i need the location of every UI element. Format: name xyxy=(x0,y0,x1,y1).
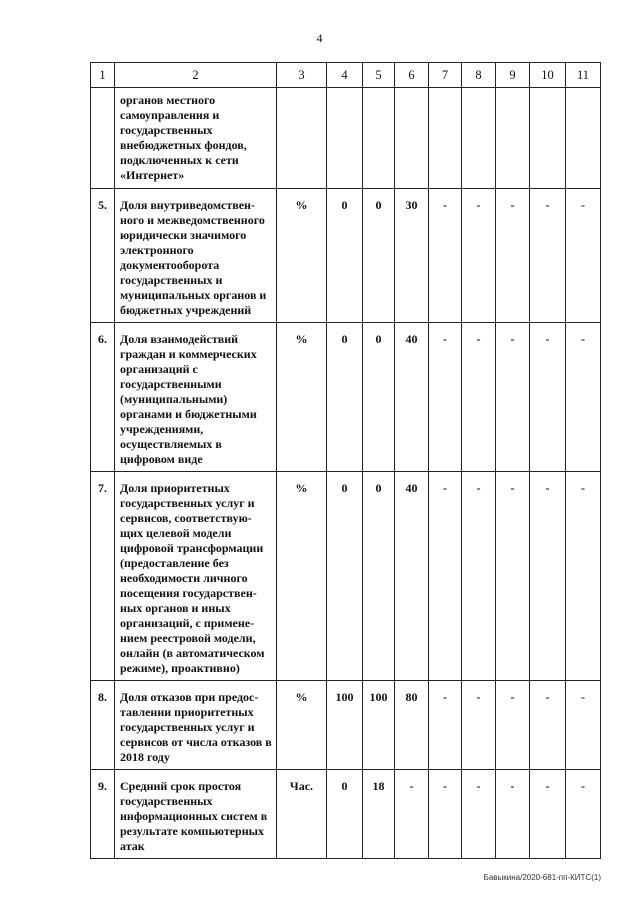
value-cell: - xyxy=(496,323,530,472)
table-row-continuation xyxy=(91,88,601,189)
header-cell: 8 xyxy=(462,63,496,88)
table-row xyxy=(91,472,601,681)
value-cell: - xyxy=(566,681,601,770)
value-cell: - xyxy=(566,323,601,472)
value-cell: - xyxy=(566,472,601,681)
value-cell: 0 xyxy=(363,323,395,472)
value-cell: 0 xyxy=(363,189,395,323)
indicator-name: Доля внутриведомствен-ного и межведомственного юридически значимого электронного документооборота государственных и муниципальных органов и бюджетных учреждений xyxy=(115,189,277,323)
row-number-cell xyxy=(91,88,115,189)
header-cell: 4 xyxy=(327,63,363,88)
row-number: 6. xyxy=(91,323,115,472)
table-row xyxy=(91,770,601,859)
value-cell: - xyxy=(429,189,462,323)
value-cell xyxy=(566,88,601,189)
value-cell: - xyxy=(429,681,462,770)
value-cell: 0 xyxy=(363,472,395,681)
value-cell: 40 xyxy=(395,323,429,472)
value-cell xyxy=(363,88,395,189)
header-cell: 10 xyxy=(530,63,566,88)
indicator-name: Средний срок простоя государственных информационных систем в результате компьютерных атак xyxy=(115,770,277,859)
row-number: 9. xyxy=(91,770,115,859)
unit-cell: % xyxy=(277,681,327,770)
value-cell: 0 xyxy=(327,189,363,323)
value-cell: - xyxy=(496,472,530,681)
document-reference: Бавыкина/2020-681-пп-КИТС(1) xyxy=(483,873,601,882)
table-row xyxy=(91,681,601,770)
value-cell: 100 xyxy=(327,681,363,770)
value-cell: - xyxy=(429,472,462,681)
indicator-name: Доля приоритетных государственных услуг и сервисов, соответствую-щих целевой модели цифровой трансформации (предоставление без необходимости личного посещения государствен-ных органов и иных организаций, с примене-нием реестровой модели, онлайн (в автоматическом режиме), проактивно) xyxy=(115,472,277,681)
value-cell: 0 xyxy=(327,770,363,859)
unit-cell: % xyxy=(277,472,327,681)
value-cell: 100 xyxy=(363,681,395,770)
indicator-name: Доля отказов при предос-тавлении приоритетных государственных услуг и сервисов от числа отказов в 2018 году xyxy=(115,681,277,770)
value-cell xyxy=(395,88,429,189)
value-cell xyxy=(530,88,566,189)
value-cell: 18 xyxy=(363,770,395,859)
value-cell xyxy=(277,88,327,189)
value-cell: - xyxy=(566,770,601,859)
value-cell xyxy=(462,88,496,189)
header-row xyxy=(91,63,601,88)
value-cell: 40 xyxy=(395,472,429,681)
page-number: 4 xyxy=(316,31,323,45)
value-cell xyxy=(429,88,462,189)
value-cell: - xyxy=(462,770,496,859)
indicators-table xyxy=(90,62,601,859)
value-cell: - xyxy=(429,770,462,859)
value-cell: - xyxy=(530,770,566,859)
value-cell: - xyxy=(496,681,530,770)
indicator-name: Доля взаимодействий граждан и коммерческих организаций с государственными (муниципальными) органами и бюджетными учреждениями, осуществляемых в цифровом виде xyxy=(115,323,277,472)
header-cell: 9 xyxy=(496,63,530,88)
value-cell: 80 xyxy=(395,681,429,770)
value-cell xyxy=(327,88,363,189)
value-cell: - xyxy=(530,189,566,323)
value-cell: 0 xyxy=(327,472,363,681)
value-cell: - xyxy=(496,189,530,323)
value-cell: - xyxy=(395,770,429,859)
value-cell: - xyxy=(462,472,496,681)
unit-cell: Час. xyxy=(277,770,327,859)
value-cell xyxy=(496,88,530,189)
value-cell: - xyxy=(462,681,496,770)
header-cell: 6 xyxy=(395,63,429,88)
value-cell: - xyxy=(530,681,566,770)
value-cell: - xyxy=(462,323,496,472)
row-number: 8. xyxy=(91,681,115,770)
row-number: 7. xyxy=(91,472,115,681)
header-cell: 11 xyxy=(566,63,601,88)
header-cell: 7 xyxy=(429,63,462,88)
value-cell: 0 xyxy=(327,323,363,472)
header-cell: 3 xyxy=(277,63,327,88)
indicator-name: органов местного самоуправления и государственных внебюджетных фондов, подключенных к сети «Интернет» xyxy=(115,88,277,189)
header-cell: 5 xyxy=(363,63,395,88)
value-cell: - xyxy=(496,770,530,859)
value-cell: 30 xyxy=(395,189,429,323)
value-cell: - xyxy=(566,189,601,323)
row-number: 5. xyxy=(91,189,115,323)
table-row xyxy=(91,189,601,323)
unit-cell: % xyxy=(277,189,327,323)
header-cell: 2 xyxy=(115,63,277,88)
header-cell: 1 xyxy=(91,63,115,88)
value-cell: - xyxy=(429,323,462,472)
table-row xyxy=(91,323,601,472)
unit-cell: % xyxy=(277,323,327,472)
value-cell: - xyxy=(530,323,566,472)
value-cell: - xyxy=(530,472,566,681)
value-cell: - xyxy=(462,189,496,323)
